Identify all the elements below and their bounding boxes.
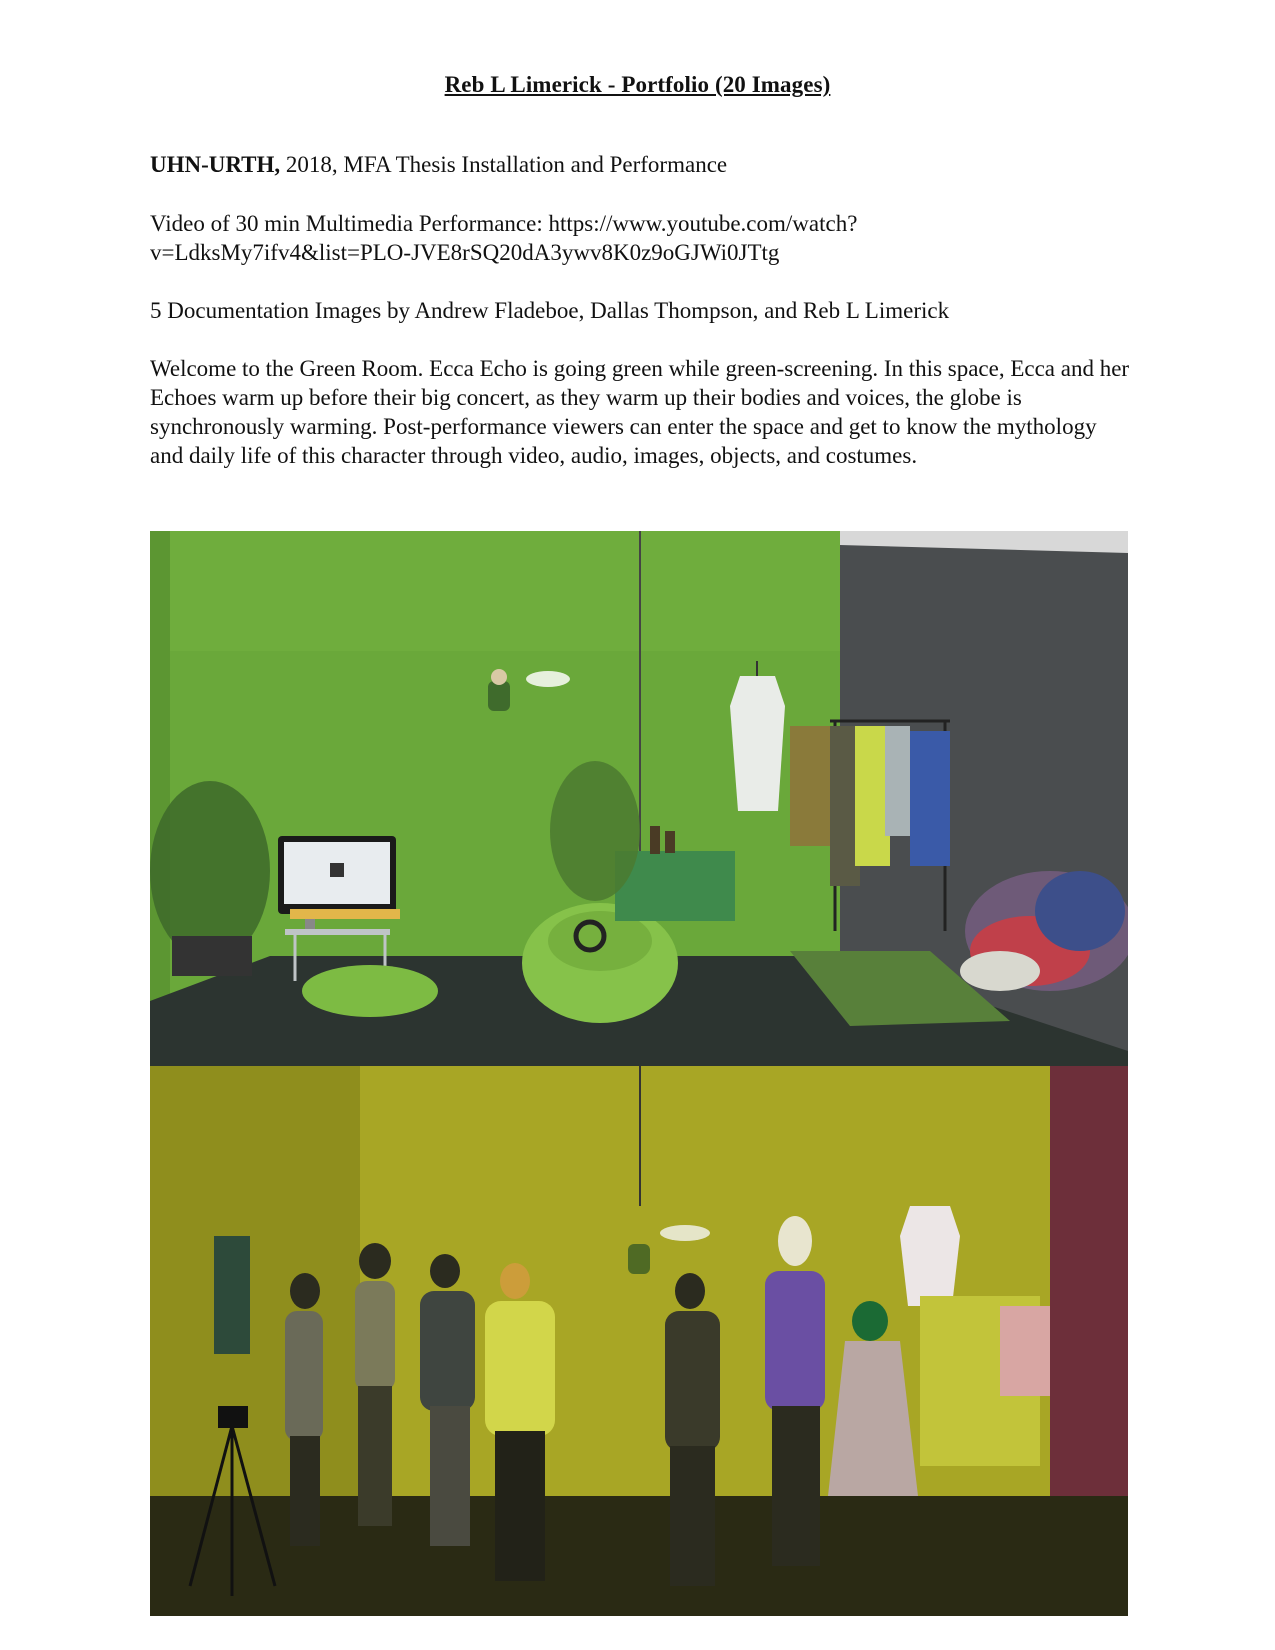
work-details: 2018, MFA Thesis Installation and Performance <box>280 152 728 177</box>
video-link-line-1[interactable]: Video of 30 min Multimedia Performance: https://www.youtube.com/watch? <box>150 211 858 236</box>
video-link-paragraph <box>150 209 1135 267</box>
installation-photo <box>150 531 1128 1066</box>
video-link-line-2[interactable]: v=LdksMy7ifv4&list=PLO-JVE8rSQ20dA3ywv8K0z9oGJWi0JTtg <box>150 240 780 265</box>
work-heading <box>150 150 1135 179</box>
performance-photo <box>150 1066 1128 1616</box>
work-name: UHN-URTH, <box>150 152 281 177</box>
document-title: Reb L Limerick - Portfolio (20 Images) <box>444 72 831 97</box>
work-description: Welcome to the Green Room. Ecca Echo is going green while green-screening. In this space, Ecca and her Echoes warm up before their big concert, as they warm up their bodies and voices, the globe is synchronously warming. Post-performance viewers can enter the space and get to know the mythology and daily life of this character through video, audio, images, objects, and costumes. <box>150 356 1130 468</box>
image-credits: 5 Documentation Images by Andrew Fladeboe, Dallas Thompson, and Reb L Limerick <box>150 298 950 323</box>
